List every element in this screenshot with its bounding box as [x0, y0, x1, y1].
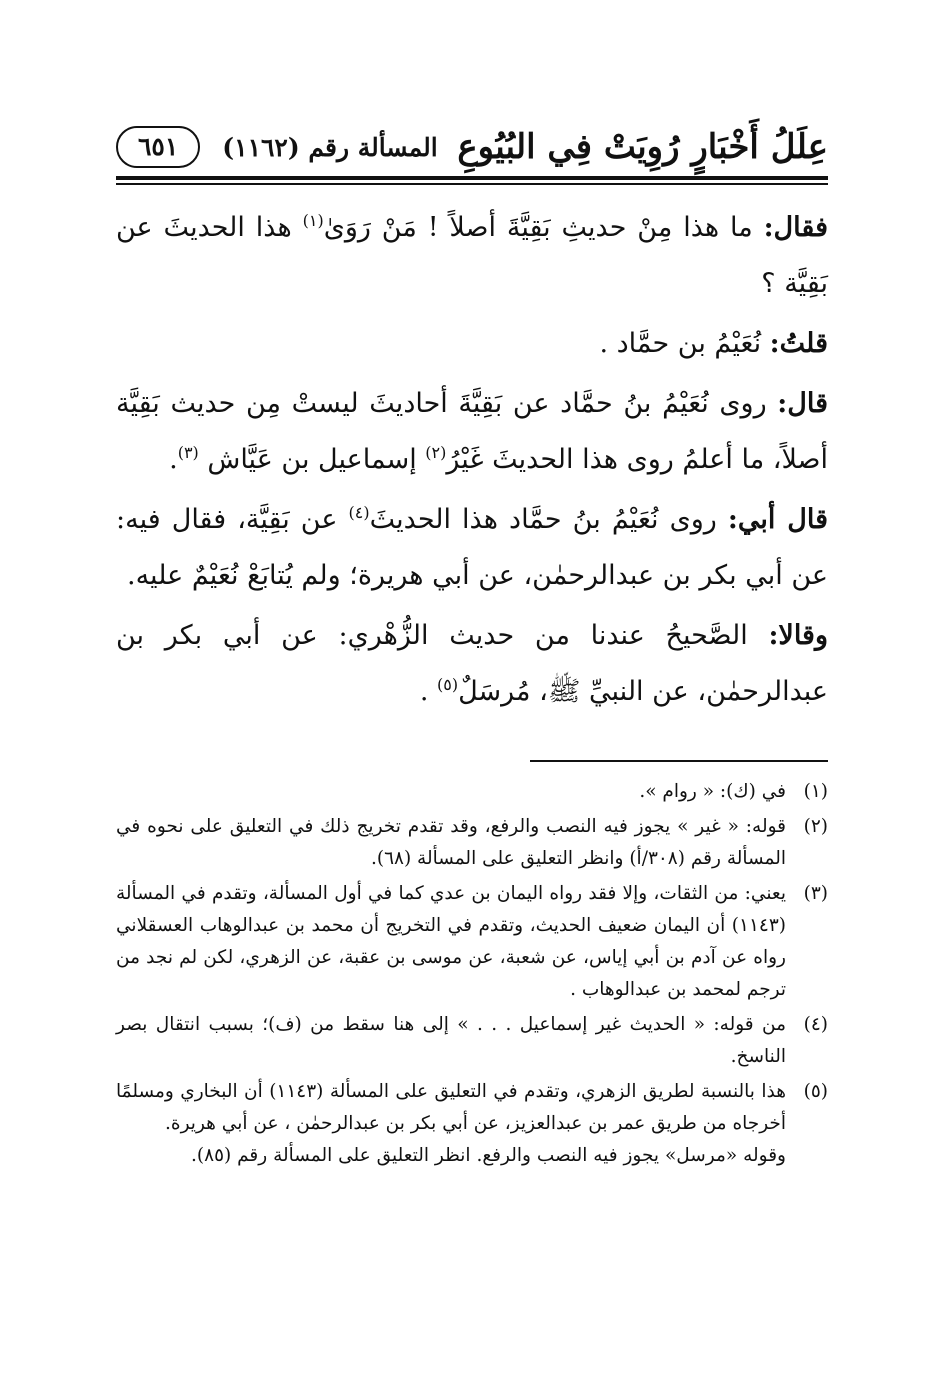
footnote-separator — [530, 760, 828, 762]
footnote-text: قوله: « غير » يجوز فيه النصب والرفع، وقد تقدم تخريج ذلك في التعليق على نحوه في المسألة رقم (٣٠٨/أ) وانظر التعليق على المسألة (٦٨). — [116, 816, 786, 869]
footnote-body — [116, 811, 786, 875]
paragraph-lead: قلتُ: — [769, 328, 828, 359]
paragraph — [116, 200, 828, 312]
footnote-body — [116, 1076, 786, 1172]
footnote-reference: (٤) — [348, 503, 370, 522]
header-rule-thin — [116, 183, 828, 185]
main-text — [116, 200, 828, 724]
footnote — [116, 811, 828, 875]
running-title: عِلَلُ أَخْبَارٍ رُوِيَتْ فِي البُيُوعِ — [457, 127, 828, 167]
footnote-text: يعني: من الثقات، وإلا فقد رواه اليمان بن عدي كما في أول المسألة، وتقدم في المسألة (١١٤٣) أن اليمان ضعيف الحديث، وتقدم في التخريج أن محمد بن عبدالوهاب العسقلاني رواه عن آدم بن أبي إياس، عن شعبة، عن موسى بن عقبة، عن الزهري، لكن لم نجد من ترجم لمحمد بن عبدالوهاب . — [116, 883, 786, 1000]
paragraph-lead: قال أبي: — [727, 504, 828, 535]
paragraph — [116, 608, 828, 720]
paragraph-text: ما هذا مِنْ حديثِ بَقِيَّةَ أصلاً ! مَنْ رَوَىٰ — [323, 212, 764, 243]
footnote-reference: (٣) — [177, 443, 199, 462]
paragraph-lead: فقال: — [763, 212, 828, 243]
page-number: ٦٥١ — [116, 126, 200, 168]
header-left-group — [116, 126, 438, 168]
page-header — [116, 118, 828, 176]
footnote-text: هذا بالنسبة لطريق الزهري، وتقدم في التعليق على المسألة (١١٤٣) أن البخاري ومسلمًا أخرجاه من طريق عمر بن عبدالعزيز، عن أبي بكر بن عبدالرحمٰن ، عن أبي هريرة. — [116, 1081, 786, 1134]
footnote — [116, 878, 828, 1006]
footnote — [116, 776, 828, 808]
paragraph-text: هذا الحديثَ عن بَقِيَّة ؟ — [116, 212, 828, 299]
issue-label: المسألة رقم (١١٦٢) — [222, 132, 438, 162]
paragraph-text: الصَّحيحُ عندنا من حديث الزُّهْري: عن أبي بكر بن عبدالرحمٰن، عن النبيِّ ﷺ، مُرسَلٌ — [116, 620, 828, 707]
footnote-reference: (١) — [302, 211, 324, 230]
footnote-number: (١) — [803, 781, 828, 802]
footnote-body — [116, 776, 786, 808]
footnote-body — [116, 878, 786, 1006]
paragraph-text: نُعَيْمُ بن حمَّاد . — [599, 328, 770, 359]
paragraph-lead: وقالا: — [768, 620, 828, 651]
paragraph-text: إسماعيل بن عَيَّاش — [198, 444, 426, 475]
footnote-number: (٤) — [803, 1014, 828, 1035]
paragraph — [116, 376, 828, 488]
footnotes — [116, 776, 828, 1175]
footnote-text: في (ك): « روام ». — [639, 781, 786, 802]
paragraph-text: عن بَقِيَّة، فقال فيه: عن أبي بكر بن عبدالرحمٰن، عن أبي هريرة؛ ولم يُتابَعْ نُعَيْمٌ عليه. — [116, 504, 828, 591]
paragraph — [116, 316, 828, 372]
footnote — [116, 1009, 828, 1073]
footnote-number: (٣) — [803, 883, 828, 904]
footnote-number: (٥) — [803, 1081, 828, 1102]
footnote-text: وقوله «مرسل» يجوز فيه النصب والرفع. انظر التعليق على المسألة رقم (٨٥). — [191, 1145, 786, 1166]
paragraph-text: روى نُعَيْمُ بنُ حمَّاد هذا الحديثَ — [369, 504, 728, 535]
footnote-number: (٢) — [803, 816, 828, 837]
paragraph-text: . — [169, 444, 178, 475]
footnote-reference: (٥) — [437, 675, 459, 694]
paragraph-text: روى نُعَيْمُ بنُ حمَّاد عن بَقِيَّةَ أحاديثَ ليستْ مِن حديث بَقِيَّة أصلاً، ما أعلمُ روى هذا الحديثَ غَيْرُ — [116, 388, 828, 475]
footnote-text: من قوله: « الحديث غير إسماعيل . . . » إلى هنا سقط من (ف)؛ بسبب انتقال بصر الناسخ. — [116, 1014, 786, 1067]
footnote — [116, 1076, 828, 1172]
footnote-body — [116, 1009, 786, 1073]
paragraph-lead: قال: — [777, 388, 828, 419]
paragraph — [116, 492, 828, 604]
paragraph-text: . — [419, 676, 437, 707]
header-rule-thick — [116, 176, 828, 180]
footnote-reference: (٢) — [425, 443, 447, 462]
